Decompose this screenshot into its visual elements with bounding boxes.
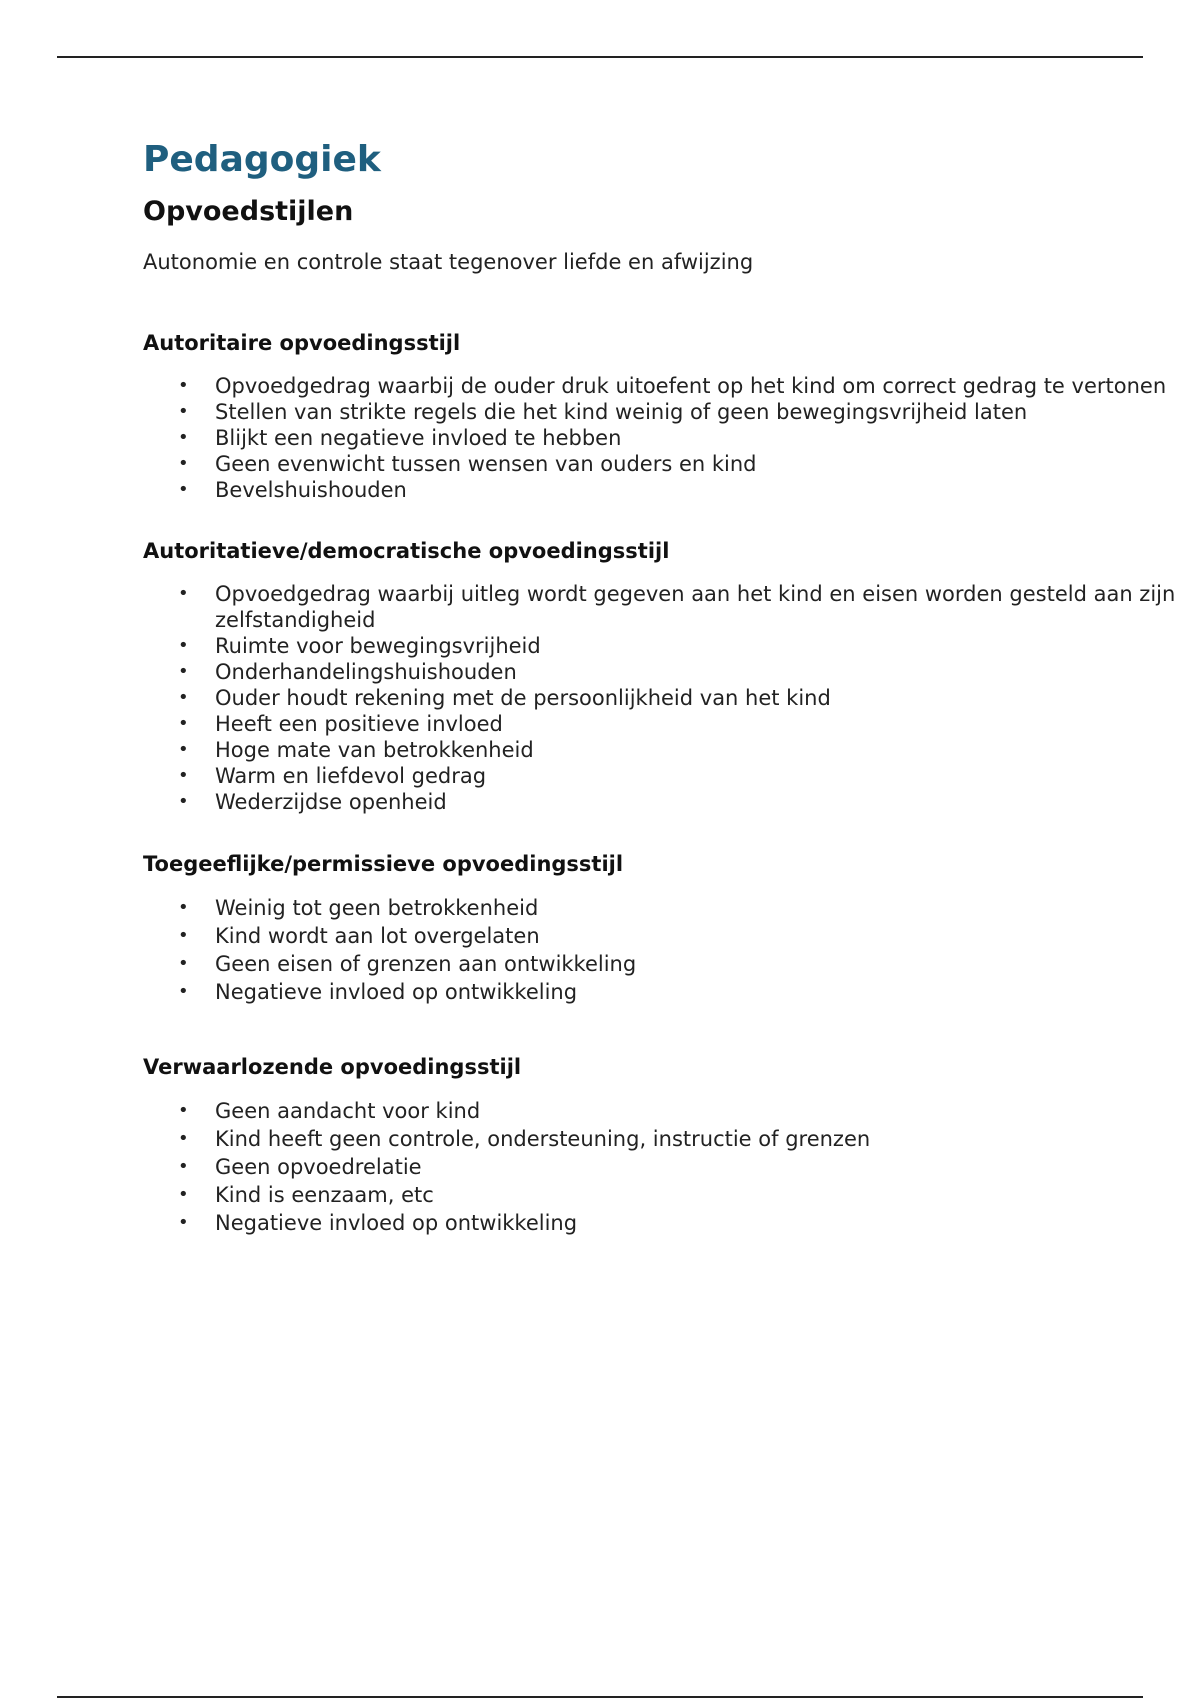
list-item (143, 894, 1195, 922)
bullet-icon: • (178, 1212, 189, 1233)
list-item-text: Opvoedgedrag waarbij de ouder druk uitoefent op het kind om correct gedrag te vertonen (215, 374, 1167, 398)
bullet-icon: • (178, 1184, 189, 1205)
list-item (143, 399, 1195, 425)
bullet-icon: • (178, 661, 189, 682)
bullet-icon: • (178, 739, 189, 760)
list-item-text: Wederzijdse openheid (215, 790, 447, 814)
section-heading: Toegeeflijke/permissieve opvoedingsstijl (143, 852, 624, 876)
bullet-icon: • (178, 635, 189, 656)
bullet-icon: • (178, 687, 189, 708)
list-item-text: Negatieve invloed op ontwikkeling (215, 1211, 578, 1235)
bullet-icon: • (178, 375, 189, 396)
bullet-icon: • (178, 897, 189, 918)
bullet-icon: • (178, 1156, 189, 1177)
bullet-list (143, 894, 1103, 1006)
list-item (143, 950, 1195, 978)
list-item (143, 633, 1195, 659)
section-heading: Autoritatieve/democratische opvoedingsstijl (143, 539, 670, 563)
list-item-text: Weinig tot geen betrokkenheid (215, 896, 539, 920)
bullet-list (143, 373, 1167, 503)
list-item (143, 659, 1195, 685)
bullet-icon: • (178, 765, 189, 786)
bullet-icon: • (178, 401, 189, 422)
document-subtitle: Opvoedstijlen (143, 196, 354, 227)
bullet-icon: • (178, 713, 189, 734)
list-item-text: Onderhandelingshuishouden (215, 660, 517, 684)
list-item-text: Stellen van strikte regels die het kind weinig of geen bewegingsvrijheid laten (215, 400, 1028, 424)
list-item (143, 1153, 1195, 1181)
list-item (143, 685, 1195, 711)
section-toegeeflijke (143, 850, 1103, 1006)
list-item-text: Heeft een positieve invloed (215, 712, 503, 736)
list-item (143, 1181, 1195, 1209)
list-item (143, 763, 1195, 789)
list-item (143, 425, 1195, 451)
bullet-icon: • (178, 953, 189, 974)
list-item-text: Geen eisen of grenzen aan ontwikkeling (215, 952, 637, 976)
list-item (143, 978, 1195, 1006)
section-verwaarlozende (143, 1053, 1103, 1237)
section-heading: Autoritaire opvoedingsstijl (143, 331, 461, 355)
document-body (143, 136, 1176, 1237)
list-item-text: Hoge mate van betrokkenheid (215, 738, 534, 762)
list-item (143, 451, 1195, 477)
list-item (143, 737, 1195, 763)
list-item (143, 1125, 1195, 1153)
section-heading: Verwaarlozende opvoedingsstijl (143, 1055, 522, 1079)
footer-rule (57, 1696, 1143, 1698)
list-item-text: Ruimte voor bewegingsvrijheid (215, 634, 541, 658)
bullet-icon: • (178, 453, 189, 474)
list-item (143, 711, 1195, 737)
list-item (143, 477, 1195, 503)
list-item (143, 373, 1195, 399)
bullet-icon: • (178, 981, 189, 1002)
intro-paragraph: Autonomie en controle staat tegenover liefde en afwijzing (143, 250, 754, 274)
bullet-icon: • (178, 1100, 189, 1121)
bullet-icon: • (178, 427, 189, 448)
list-item (143, 789, 1195, 815)
header-rule (57, 56, 1143, 58)
list-item-text: Geen aandacht voor kind (215, 1099, 481, 1123)
bullet-icon: • (178, 583, 189, 604)
list-item-text: Blijkt een negatieve invloed te hebben (215, 426, 622, 450)
list-item (143, 581, 1195, 633)
section-autoritaire (143, 329, 1167, 503)
list-item (143, 922, 1195, 950)
list-item-text: Bevelshuishouden (215, 478, 407, 502)
bullet-icon: • (178, 791, 189, 812)
list-item-text: Warm en liefdevol gedrag (215, 764, 487, 788)
list-item-text: Geen opvoedrelatie (215, 1155, 422, 1179)
bullet-icon: • (178, 479, 189, 500)
bullet-icon: • (178, 925, 189, 946)
list-item-text: Kind wordt aan lot overgelaten (215, 924, 540, 948)
list-item (143, 1097, 1195, 1125)
list-item-text: Kind heeft geen controle, ondersteuning, instructie of grenzen (215, 1127, 871, 1151)
list-item-text: Kind is eenzaam, etc (215, 1183, 434, 1207)
list-item-text: Negatieve invloed op ontwikkeling (215, 980, 578, 1004)
list-item-text: Opvoedgedrag waarbij uitleg wordt gegeven aan het kind en eisen worden gesteld aan zijn zelfstandigheid (215, 582, 1176, 632)
list-item-text: Geen evenwicht tussen wensen van ouders en kind (215, 452, 757, 476)
section-autoritatieve (143, 537, 1176, 815)
list-item-text: Ouder houdt rekening met de persoonlijkheid van het kind (215, 686, 831, 710)
bullet-list (143, 581, 1176, 815)
bullet-icon: • (178, 1128, 189, 1149)
bullet-list (143, 1097, 1103, 1237)
list-item (143, 1209, 1195, 1237)
document-title: Pedagogiek (143, 139, 381, 180)
